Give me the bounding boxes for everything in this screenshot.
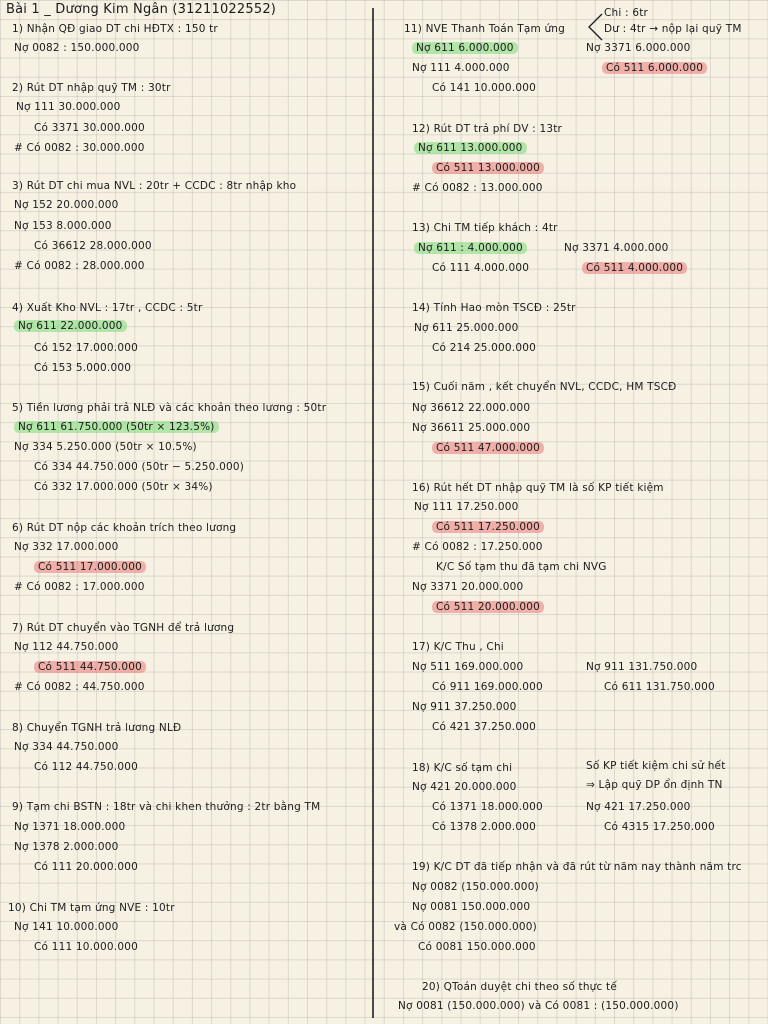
note-line: [34, 481, 213, 494]
highlighted-text: Có 511 13.000.000: [432, 162, 544, 174]
highlighted-text: Nợ 611 13.000.000: [414, 142, 527, 154]
note-text: 16) Rút hết DT nhập quỹ TM là số KP tiết kiệm: [412, 482, 664, 494]
note-text: Nợ 911 37.250.000: [412, 701, 517, 713]
highlighted-text: Có 511 20.000.000: [432, 601, 544, 613]
note-text: 20) QToán duyệt chi theo số thực tế: [422, 981, 618, 993]
note-text: Nợ 0081 150.000.000: [412, 901, 531, 913]
note-text: 7) Rút DT chuyển vào TGNH để trả lương: [12, 622, 235, 634]
note-text: Nợ 511 169.000.000: [412, 661, 524, 673]
note-line: [412, 661, 523, 674]
note-line: [432, 721, 536, 734]
note-line: [12, 82, 171, 95]
note-line: [34, 240, 152, 253]
note-line: [412, 42, 518, 55]
note-line: [412, 541, 543, 554]
brace-icon: [586, 12, 604, 42]
note-line: [412, 901, 530, 914]
note-line: [14, 42, 140, 55]
note-line: [14, 581, 145, 594]
note-line: [412, 861, 742, 874]
note-line: [582, 262, 687, 275]
note-line: [14, 320, 127, 333]
note-line: [564, 242, 669, 255]
note-line: [12, 801, 320, 814]
highlighted-text: Nợ 611 : 4.000.000: [414, 242, 527, 254]
note-line: [16, 101, 121, 114]
note-line: [34, 761, 138, 774]
note-line: [12, 622, 234, 635]
note-text: Có 141 10.000.000: [432, 82, 536, 94]
note-line: [604, 681, 715, 694]
note-text: Nợ 141 10.000.000: [14, 921, 119, 933]
note-line: [432, 681, 543, 694]
note-text: Có 1371 18.000.000: [432, 801, 543, 813]
note-text: 9) Tạm chi BSTN : 18tr và chi khen thưởng : 2tr bằng TM: [12, 801, 321, 813]
note-line: [412, 482, 664, 495]
note-line: [586, 779, 723, 792]
note-line: [412, 781, 517, 794]
note-text: Có 1378 2.000.000: [432, 821, 536, 833]
note-text: 5) Tiền lương phải trả NLĐ và các khoản theo lương : 50tr: [12, 402, 327, 414]
note-text: Nợ 1371 18.000.000: [14, 821, 126, 833]
note-line: [12, 722, 181, 735]
note-text: 11) NVE Thanh Toán Tạm ứng: [404, 23, 566, 35]
note-line: [34, 342, 138, 355]
note-line: [412, 302, 576, 315]
note-line: [432, 442, 544, 455]
note-text: Có 911 169.000.000: [432, 681, 543, 693]
note-line: [422, 981, 617, 994]
note-line: [14, 142, 145, 155]
note-line: [34, 861, 138, 874]
note-text: Nợ 611 25.000.000: [414, 322, 519, 334]
note-text: 17) K/C Thu , Chi: [412, 641, 504, 653]
note-text: Số KP tiết kiệm chi sử hết: [586, 760, 726, 772]
note-text: Nợ 153 8.000.000: [14, 220, 112, 232]
note-text: Nợ 334 44.750.000: [14, 741, 119, 753]
note-line: [404, 23, 565, 36]
note-line: [432, 821, 536, 834]
note-text: Nợ 421 20.000.000: [412, 781, 517, 793]
note-text: Nợ 0082 (150.000.000): [412, 881, 539, 893]
note-line: [14, 821, 125, 834]
note-text: Có 214 25.000.000: [432, 342, 536, 354]
note-line: [436, 561, 607, 574]
note-line: [412, 123, 562, 136]
note-line: [34, 122, 145, 135]
note-text: Nợ 1378 2.000.000: [14, 841, 119, 853]
note-line: [412, 422, 530, 435]
note-text: Nợ 0081 (150.000.000) và Có 0081 : (150.000.000): [398, 1000, 679, 1012]
note-text: 12) Rút DT trả phí DV : 13tr: [412, 123, 563, 135]
note-line: [412, 701, 517, 714]
note-text: 6) Rút DT nộp các khoản trích theo lương: [12, 522, 237, 534]
note-line: [432, 342, 536, 355]
note-text: và Có 0082 (150.000.000): [394, 921, 537, 933]
note-line: [34, 661, 146, 674]
note-text: Nợ 3371 4.000.000: [564, 242, 669, 254]
note-text: Nợ 332 17.000.000: [14, 541, 119, 553]
note-text: Nợ 0082 : 150.000.000: [14, 42, 140, 54]
note-line: [12, 522, 236, 535]
note-text: K/C Số tạm thu đã tạm chi NVG: [436, 561, 607, 573]
highlighted-text: Nợ 611 61.750.000 (50tr × 123.5%): [14, 421, 219, 433]
note-text: ⇒ Lập quỹ DP ổn định TN: [586, 779, 723, 791]
note-text: 18) K/C số tạm chi: [412, 762, 513, 774]
note-text: Có 332 17.000.000 (50tr × 34%): [34, 481, 213, 493]
highlighted-text: Nợ 611 22.000.000: [14, 320, 127, 332]
note-line: [604, 7, 648, 20]
note-text: Có 153 5.000.000: [34, 362, 132, 374]
note-line: [412, 402, 530, 415]
note-line: [14, 441, 197, 454]
note-text: Có 111 10.000.000: [34, 941, 138, 953]
note-line: [34, 362, 131, 375]
highlighted-text: Có 511 4.000.000: [582, 262, 687, 274]
note-line: [12, 302, 202, 315]
note-line: [14, 681, 145, 694]
note-line: [14, 199, 119, 212]
note-text: 10) Chi TM tạm ứng NVE : 10tr: [8, 902, 175, 914]
note-line: [398, 1000, 679, 1013]
note-line: [14, 541, 119, 554]
note-line: [432, 262, 529, 275]
note-text: # Có 0082 : 17.000.000: [14, 581, 145, 593]
note-text: Có 111 4.000.000: [432, 262, 530, 274]
highlighted-text: Có 511 6.000.000: [602, 62, 707, 74]
note-line: [394, 921, 537, 934]
note-text: Nợ 36611 25.000.000: [412, 422, 531, 434]
note-text: 8) Chuyển TGNH trả lương NLĐ: [12, 722, 182, 734]
note-text: Nợ 112 44.750.000: [14, 641, 119, 653]
note-text: 3) Rút DT chi mua NVL : 20tr + CCDC : 8tr nhập kho: [12, 180, 297, 192]
note-line: [586, 760, 726, 773]
note-text: Có 611 131.750.000: [604, 681, 715, 693]
note-line: [412, 581, 523, 594]
note-line: [14, 641, 119, 654]
note-text: 1) Nhận QĐ giao DT chi HĐTX : 150 tr: [12, 23, 218, 35]
note-text: # Có 0082 : 17.250.000: [412, 541, 543, 553]
highlighted-text: Có 511 44.750.000: [34, 661, 146, 673]
note-text: 13) Chi TM tiếp khách : 4tr: [412, 222, 558, 234]
note-line: [12, 180, 296, 193]
note-line: [432, 521, 544, 534]
note-line: [8, 902, 175, 915]
page-title: [6, 3, 276, 16]
note-line: [414, 142, 527, 155]
note-text: Có 334 44.750.000 (50tr − 5.250.000): [34, 461, 245, 473]
note-line: [604, 23, 742, 36]
note-text: 14) Tính Hao mòn TSCĐ : 25tr: [412, 302, 576, 314]
note-line: [412, 182, 543, 195]
note-line: [412, 762, 512, 775]
note-text: Dư : 4tr → nộp lại quỹ TM: [604, 23, 742, 35]
note-text: Có 421 37.250.000: [432, 721, 536, 733]
note-line: [412, 881, 539, 894]
highlighted-text: Có 511 17.250.000: [432, 521, 544, 533]
note-text: # Có 0082 : 13.000.000: [412, 182, 543, 194]
note-line: [586, 661, 697, 674]
note-text: Bài 1 _ Dương Kim Ngân (31211022552): [6, 2, 277, 17]
note-line: [586, 801, 691, 814]
note-line: [432, 162, 544, 175]
note-line: [418, 941, 536, 954]
note-text: Nợ 152 20.000.000: [14, 199, 119, 211]
note-text: Chi : 6tr: [604, 7, 649, 19]
note-line: [34, 561, 146, 574]
note-line: [432, 801, 543, 814]
note-text: 4) Xuất Kho NVL : 17tr , CCDC : 5tr: [12, 302, 203, 314]
note-text: Có 36612 28.000.000: [34, 240, 152, 252]
note-text: Có 111 20.000.000: [34, 861, 138, 873]
note-text: Nợ 3371 20.000.000: [412, 581, 524, 593]
note-line: [14, 921, 119, 934]
note-line: [412, 222, 558, 235]
note-text: Có 112 44.750.000: [34, 761, 138, 773]
highlighted-text: Có 511 47.000.000: [432, 442, 544, 454]
note-text: # Có 0082 : 28.000.000: [14, 260, 145, 272]
note-text: Nợ 421 17.250.000: [586, 801, 691, 813]
note-line: [34, 461, 244, 474]
note-line: [414, 242, 527, 255]
note-text: 2) Rút DT nhập quỹ TM : 30tr: [12, 82, 171, 94]
highlighted-text: Có 511 17.000.000: [34, 561, 146, 573]
column-divider: [372, 8, 374, 1018]
note-line: [602, 62, 707, 75]
note-line: [414, 501, 519, 514]
note-text: Nợ 911 131.750.000: [586, 661, 698, 673]
note-line: [412, 381, 677, 394]
note-line: [14, 841, 119, 854]
note-line: [412, 641, 504, 654]
note-text: Có 152 17.000.000: [34, 342, 138, 354]
note-line: [14, 260, 145, 273]
note-line: [12, 402, 326, 415]
note-text: Có 0081 150.000.000: [418, 941, 536, 953]
note-line: [14, 741, 119, 754]
note-text: 19) K/C DT đã tiếp nhận và đã rút từ năm nay thành năm trc: [412, 861, 742, 873]
note-line: [12, 23, 218, 36]
note-text: Nợ 111 30.000.000: [16, 101, 121, 113]
note-line: [14, 421, 219, 434]
note-line: [414, 322, 519, 335]
highlighted-text: Nợ 611 6.000.000: [412, 42, 518, 54]
note-line: [412, 62, 510, 75]
note-text: # Có 0082 : 44.750.000: [14, 681, 145, 693]
note-line: [586, 42, 691, 55]
note-line: [432, 82, 536, 95]
note-text: Nợ 111 4.000.000: [412, 62, 510, 74]
note-text: Có 4315 17.250.000: [604, 821, 715, 833]
note-text: Nợ 334 5.250.000 (50tr × 10.5%): [14, 441, 197, 453]
note-line: [604, 821, 715, 834]
note-line: [432, 601, 544, 614]
note-text: Nợ 36612 22.000.000: [412, 402, 531, 414]
note-text: Nợ 111 17.250.000: [414, 501, 519, 513]
note-text: Nợ 3371 6.000.000: [586, 42, 691, 54]
note-text: 15) Cuối năm , kết chuyển NVL, CCDC, HM TSCĐ: [412, 381, 677, 393]
note-line: [14, 220, 112, 233]
note-line: [34, 941, 138, 954]
note-text: Có 3371 30.000.000: [34, 122, 145, 134]
note-text: # Có 0082 : 30.000.000: [14, 142, 145, 154]
